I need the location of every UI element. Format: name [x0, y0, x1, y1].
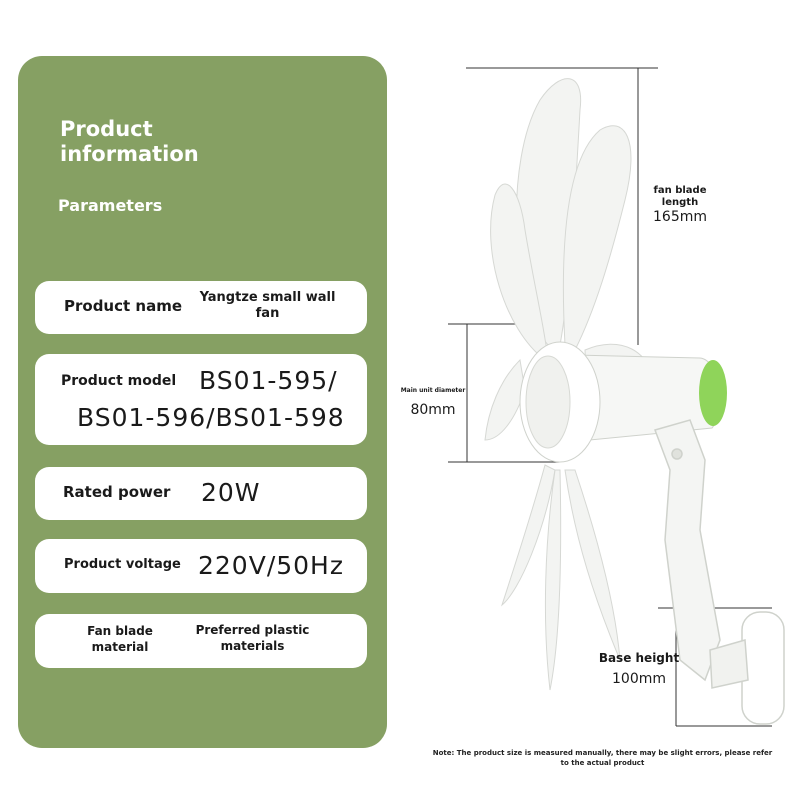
- blade-length-value: 165mm: [653, 209, 707, 225]
- param-card-model: [35, 354, 367, 445]
- param-value-line1: BS01-595/: [199, 366, 338, 395]
- param-card-power: [35, 467, 367, 520]
- param-value: 20W: [201, 478, 261, 507]
- param-label-line1: Fan blade: [87, 624, 153, 638]
- diameter-label: Main unit diameter: [400, 387, 466, 394]
- fan-base: [710, 612, 784, 724]
- param-label: Product model: [61, 373, 177, 389]
- section-subtitle: Parameters: [58, 196, 163, 215]
- diameter-value: 80mm: [410, 402, 456, 418]
- param-label: Product name: [64, 297, 183, 315]
- param-label: Rated power: [63, 483, 171, 501]
- param-card-voltage: [35, 539, 367, 593]
- param-label-line2: material: [91, 640, 149, 654]
- fan-arm: [655, 420, 730, 680]
- page-title: Product information: [60, 117, 199, 166]
- param-card-material: [35, 614, 367, 668]
- blade-length-label-line2: length: [661, 197, 699, 208]
- param-label: Product voltage: [64, 557, 181, 572]
- param-value-line2: BS01-596/BS01-598: [77, 403, 345, 432]
- param-value-line2: materials: [220, 639, 285, 653]
- param-card-name: [35, 281, 367, 334]
- base-height-value: 100mm: [612, 671, 666, 687]
- param-value-line1: Preferred plastic: [195, 623, 310, 637]
- param-value: Yangtze small wall fan: [199, 290, 336, 321]
- base-height-label: Base height: [598, 651, 680, 665]
- measurement-note: Note: The product size is measured manually, there may be slight errors, please refer to the actual product: [432, 749, 773, 767]
- blade-length-label-line1: fan blade: [653, 185, 707, 196]
- param-value: 220V/50Hz: [198, 551, 344, 580]
